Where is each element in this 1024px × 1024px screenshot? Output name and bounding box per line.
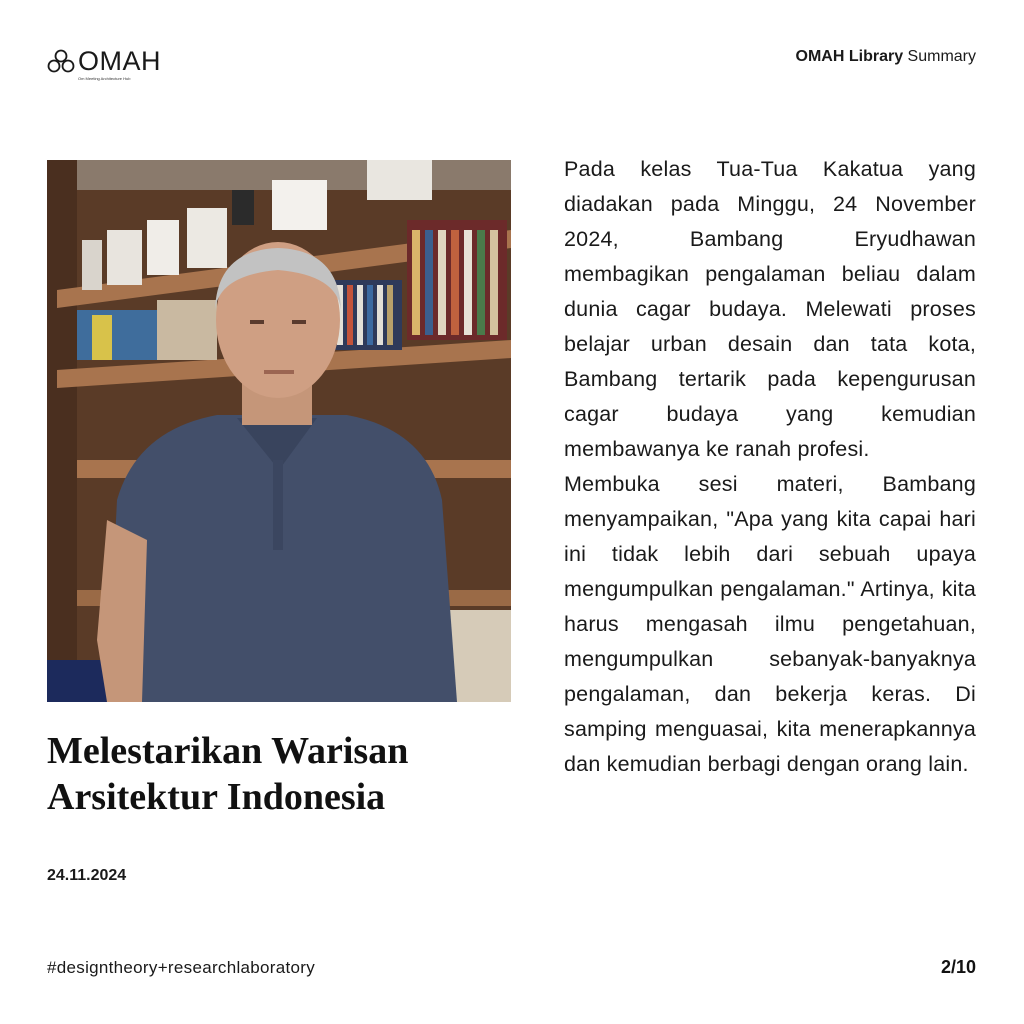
article-title-line2: Arsitektur Indonesia xyxy=(47,776,386,818)
brand-name: OMAH xyxy=(78,46,161,76)
article-title xyxy=(47,728,517,820)
series-label-rest: Summary xyxy=(907,48,976,65)
portrait-photo xyxy=(47,160,511,702)
article-title-line1: Melestarikan Warisan xyxy=(47,730,409,772)
omah-logo-mark-icon xyxy=(46,48,76,74)
brand-tagline: Om Meeting Architecture Hub xyxy=(78,76,131,81)
hashtag-label: #designtheory+researchlaboratory xyxy=(47,958,316,977)
omah-logo xyxy=(46,44,176,84)
article-paragraph-1: Pada kelas Tua-Tua Kakatua yang diadakan pada Minggu, 24 November 2024, Bambang Eryudhawan membagikan pengalaman beliau dalam dunia cagar budaya. Melewati proses belajar urban desain dan tata kota, Bambang tertarik pada kepengurusan cagar budaya yang kemudian membawanya ke ranah profesi. xyxy=(564,157,976,461)
article-date: 24.11.2024 xyxy=(47,867,127,884)
portrait-photo-illustration xyxy=(47,160,511,702)
article-body xyxy=(564,152,976,782)
article-paragraph-2: Membuka sesi materi, Bambang menyampaikan, "Apa yang kita capai hari ini tidak lebih dari sebuah upaya mengumpulkan pengalaman." Artinya, kita harus mengasah ilmu pengetahuan, mengumpulkan sebanyak-banyaknya pengalaman, dan bekerja keras. Di samping menguasai, kita menerapkannya dan kemudian berbagi dengan orang lain. xyxy=(564,472,976,776)
series-label-bold: OMAH Library xyxy=(795,48,904,65)
series-label xyxy=(796,48,976,66)
page-indicator: 2/10 xyxy=(940,957,976,977)
